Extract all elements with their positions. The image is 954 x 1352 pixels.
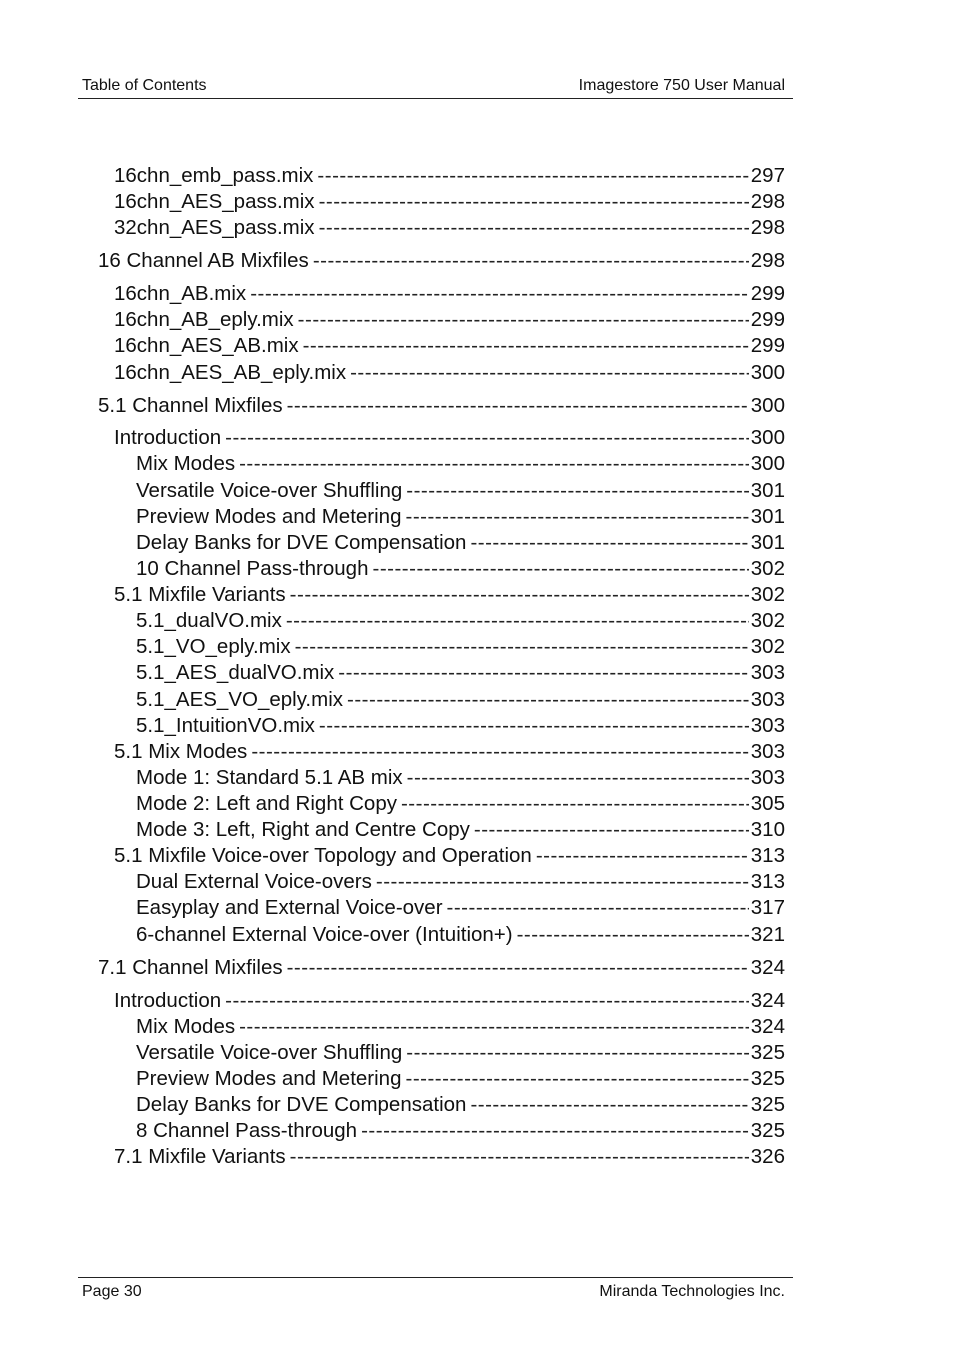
toc-entry[interactable] xyxy=(136,661,785,685)
toc-entry[interactable] xyxy=(136,1067,785,1091)
toc-entry[interactable] xyxy=(136,531,785,555)
toc-leader xyxy=(517,923,749,947)
toc-entry[interactable] xyxy=(136,792,785,816)
toc-entry-title: Introduction xyxy=(114,426,222,449)
toc-entry-title: 5.1_IntuitionVO.mix xyxy=(136,714,315,737)
toc-entry-page: 321 xyxy=(750,923,785,946)
toc-entry-page: 324 xyxy=(750,956,785,979)
toc-entry[interactable] xyxy=(136,923,785,947)
toc-entry-page: 303 xyxy=(750,714,785,737)
toc-leader xyxy=(319,714,749,738)
toc-entry[interactable] xyxy=(136,609,785,633)
toc-entry[interactable] xyxy=(114,989,785,1013)
toc-entry-title: Versatile Voice-over Shuffling xyxy=(136,479,403,502)
toc-entry[interactable] xyxy=(136,1093,785,1117)
toc-entry-title: 5.1 Mixfile Variants xyxy=(114,583,286,606)
toc-entry-title: Easyplay and External Voice-over xyxy=(136,896,443,919)
toc-leader xyxy=(406,1067,749,1091)
toc-entry-title: Preview Modes and Metering xyxy=(136,505,402,528)
toc-entry-page: 325 xyxy=(750,1067,785,1090)
toc-entry-title: 5.1 Mixfile Voice-over Topology and Operation xyxy=(114,844,532,867)
toc-leader xyxy=(317,164,748,188)
toc-entry[interactable] xyxy=(98,956,785,980)
toc-entry-page: 303 xyxy=(750,661,785,684)
toc-entry[interactable] xyxy=(136,479,785,503)
toc-leader xyxy=(470,1093,748,1117)
toc-entry-title: 5.1 Channel Mixfiles xyxy=(98,394,283,417)
toc-entry-page: 325 xyxy=(750,1093,785,1116)
toc-entry-title: Versatile Voice-over Shuffling xyxy=(136,1041,403,1064)
toc-entry-page: 297 xyxy=(750,164,785,187)
toc-entry[interactable] xyxy=(136,452,785,476)
toc-entry[interactable] xyxy=(114,282,785,306)
toc-entry-title: 16chn_AES_pass.mix xyxy=(114,190,315,213)
toc-entry-page: 325 xyxy=(750,1041,785,1064)
toc-entry[interactable] xyxy=(136,714,785,738)
toc-entry-page: 302 xyxy=(750,609,785,632)
toc-entry-page: 302 xyxy=(750,635,785,658)
toc-entry[interactable] xyxy=(136,505,785,529)
toc-leader xyxy=(406,1041,749,1065)
toc-entry[interactable] xyxy=(136,818,785,842)
toc-entry-title: Mode 2: Left and Right Copy xyxy=(136,792,397,815)
toc-leader xyxy=(347,688,749,712)
toc-entry-title: 7.1 Mixfile Variants xyxy=(114,1145,286,1168)
toc-entry-title: Preview Modes and Metering xyxy=(136,1067,402,1090)
toc-entry[interactable] xyxy=(136,870,785,894)
toc-entry-page: 317 xyxy=(750,896,785,919)
toc-entry-title: 10 Channel Pass-through xyxy=(136,557,369,580)
toc-leader xyxy=(447,896,749,920)
toc-entry-title: 5.1 Mix Modes xyxy=(114,740,248,763)
toc-entry-page: 302 xyxy=(750,557,785,580)
header-document-title: Imagestore 750 User Manual xyxy=(578,77,785,94)
toc-entry-title: Mode 3: Left, Right and Centre Copy xyxy=(136,818,470,841)
toc-entry[interactable] xyxy=(114,1145,785,1169)
toc-leader xyxy=(319,190,749,214)
toc-entry[interactable] xyxy=(136,1119,785,1143)
toc-entry-title: 7.1 Channel Mixfiles xyxy=(98,956,283,979)
toc-entry[interactable] xyxy=(114,190,785,214)
toc-leader xyxy=(287,956,749,980)
toc-entry-title: 16chn_AB.mix xyxy=(114,282,247,305)
toc-entry-page: 300 xyxy=(750,394,785,417)
toc-entry[interactable] xyxy=(136,1041,785,1065)
toc-entry[interactable] xyxy=(136,635,785,659)
toc-leader xyxy=(536,844,749,868)
toc-entry[interactable] xyxy=(98,249,785,273)
toc-leader xyxy=(361,1119,749,1143)
toc-entry[interactable] xyxy=(136,688,785,712)
toc-entry-title: Delay Banks for DVE Compensation xyxy=(136,531,467,554)
toc-leader xyxy=(338,661,749,685)
toc-entry-page: 324 xyxy=(750,989,785,1012)
toc-entry-title: Introduction xyxy=(114,989,222,1012)
toc-entry-page: 325 xyxy=(750,1119,785,1142)
toc-entry-title: 16 Channel AB Mixfiles xyxy=(98,249,309,272)
toc-leader xyxy=(401,792,749,816)
toc-entry-title: 16chn_AB_eply.mix xyxy=(114,308,294,331)
toc-entry-page: 300 xyxy=(750,361,785,384)
toc-leader xyxy=(350,361,749,385)
footer-divider xyxy=(78,1277,793,1278)
toc-entry-page: 302 xyxy=(750,583,785,606)
toc-leader xyxy=(407,766,749,790)
toc-entry[interactable] xyxy=(114,216,785,240)
toc-leader xyxy=(373,557,749,581)
toc-leader xyxy=(225,989,749,1013)
toc-leader xyxy=(225,426,749,450)
toc-leader xyxy=(319,216,749,240)
toc-entry-page: 298 xyxy=(750,190,785,213)
toc-entry[interactable] xyxy=(136,766,785,790)
toc-entry-page: 301 xyxy=(750,479,785,502)
toc-entry-page: 300 xyxy=(750,452,785,475)
toc-leader xyxy=(303,334,749,358)
toc-leader xyxy=(406,505,749,529)
toc-entry-page: 303 xyxy=(750,688,785,711)
toc-leader xyxy=(287,394,749,418)
toc-entry-page: 298 xyxy=(750,249,785,272)
page-footer xyxy=(78,1283,793,1303)
toc-leader xyxy=(295,635,749,659)
toc-leader xyxy=(474,818,749,842)
toc-entry-title: 16chn_emb_pass.mix xyxy=(114,164,314,187)
toc-leader xyxy=(251,740,748,764)
toc-leader xyxy=(290,583,749,607)
toc-entry-page: 300 xyxy=(750,426,785,449)
toc-entry[interactable] xyxy=(136,557,785,581)
toc-entry-page: 313 xyxy=(750,844,785,867)
toc-entry-page: 310 xyxy=(750,818,785,841)
toc-entry[interactable] xyxy=(114,740,785,764)
toc-leader xyxy=(313,249,749,273)
toc-entry-page: 301 xyxy=(750,531,785,554)
toc-entry-title: 16chn_AES_AB_eply.mix xyxy=(114,361,347,384)
toc-entry[interactable] xyxy=(114,361,785,385)
toc-entry[interactable] xyxy=(114,164,785,188)
footer-company: Miranda Technologies Inc. xyxy=(599,1283,785,1300)
toc-entry-page: 305 xyxy=(750,792,785,815)
toc-entry-page: 299 xyxy=(750,282,785,305)
toc-entry-page: 303 xyxy=(750,740,785,763)
toc-leader xyxy=(286,609,749,633)
toc-entry-page: 303 xyxy=(750,766,785,789)
toc-entry[interactable] xyxy=(136,896,785,920)
toc-entry-title: 5.1_dualVO.mix xyxy=(136,609,282,632)
toc-entry[interactable] xyxy=(136,1015,785,1039)
toc-entry-page: 301 xyxy=(750,505,785,528)
toc-entry-title: Mode 1: Standard 5.1 AB mix xyxy=(136,766,403,789)
toc-leader xyxy=(290,1145,749,1169)
toc-leader xyxy=(250,282,749,306)
toc-leader xyxy=(406,479,749,503)
toc-entry-title: 32chn_AES_pass.mix xyxy=(114,216,315,239)
toc-leader xyxy=(376,870,749,894)
toc-entry-title: 6-channel External Voice-over (Intuition+) xyxy=(136,923,513,946)
toc-entry-page: 326 xyxy=(750,1145,785,1168)
toc-entry-title: 8 Channel Pass-through xyxy=(136,1119,358,1142)
toc-entry-title: 5.1_VO_eply.mix xyxy=(136,635,291,658)
toc-entry-page: 313 xyxy=(750,870,785,893)
toc-entry-title: Mix Modes xyxy=(136,1015,236,1038)
toc-entry-title: Dual External Voice-overs xyxy=(136,870,372,893)
toc-leader xyxy=(239,1015,749,1039)
toc-entry-page: 299 xyxy=(750,334,785,357)
toc-entry-page: 324 xyxy=(750,1015,785,1038)
toc-leader xyxy=(470,531,748,555)
toc-leader xyxy=(298,308,749,332)
toc-entry[interactable] xyxy=(114,426,785,450)
toc-leader xyxy=(239,452,749,476)
toc-entry-page: 299 xyxy=(750,308,785,331)
header-section-title: Table of Contents xyxy=(82,77,207,94)
toc-entry[interactable] xyxy=(114,334,785,358)
toc-entry-title: Mix Modes xyxy=(136,452,236,475)
toc-entry-page: 298 xyxy=(750,216,785,239)
toc-entry[interactable] xyxy=(114,583,785,607)
toc-entry-title: 16chn_AES_AB.mix xyxy=(114,334,299,357)
toc-entry[interactable] xyxy=(114,844,785,868)
toc-entry-title: 5.1_AES_dualVO.mix xyxy=(136,661,335,684)
toc-entry-title: 5.1_AES_VO_eply.mix xyxy=(136,688,344,711)
toc-entry-title: Delay Banks for DVE Compensation xyxy=(136,1093,467,1116)
toc-entry[interactable] xyxy=(98,394,785,418)
toc-entry[interactable] xyxy=(114,308,785,332)
footer-page-number: Page 30 xyxy=(82,1283,142,1300)
